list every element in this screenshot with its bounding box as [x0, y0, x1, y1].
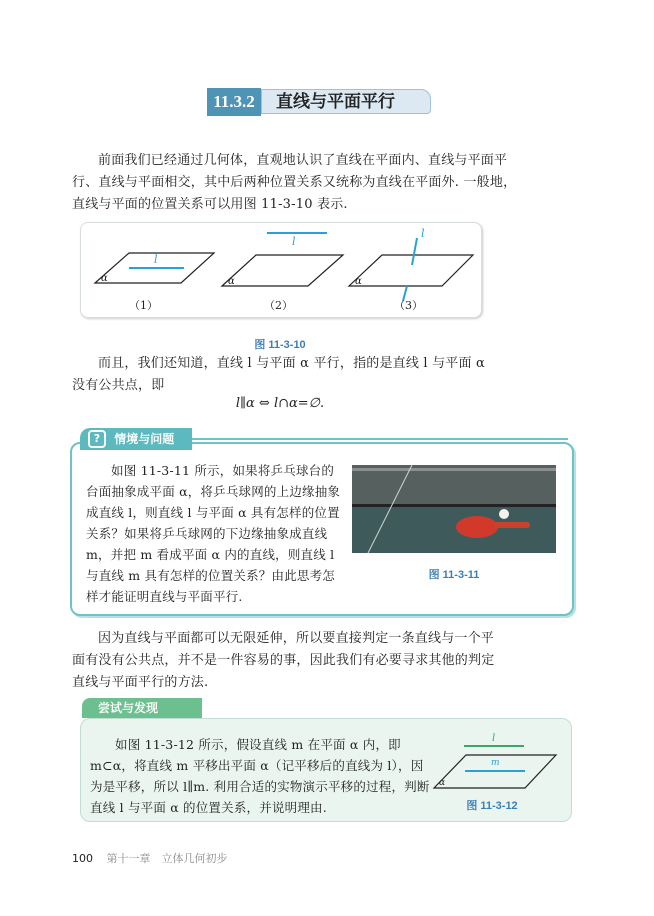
svg-text:（2）: （2） — [264, 299, 293, 312]
svg-text:（3）: （3） — [394, 299, 423, 312]
try-text: 如图 11-3-12 所示，假设直线 m 在平面 α 内，即 m⊂α，将直线 m 平移出平面 α（记平移后的直线为 l），因为是平移，所以 l∥m. 利用合适的实物演示平移的过程，判断直线 l 与平面 α 的位置关系，并说明理由. — [90, 737, 430, 815]
intro-paragraph: 前面我们已经通过几何体，直观地认识了直线在平面内、直线与平面平行、直线与平面相交，其中后两种位置关系又统称为直线在平面外. 一般地，直线与平面的位置关系可以用图 11-3-10 表示. — [72, 153, 517, 212]
svg-text:l: l — [492, 733, 496, 744]
figure-caption-11-3-11: 图 11-3-11 — [428, 569, 480, 581]
page-number: 100 — [72, 852, 93, 865]
svg-text:l: l — [421, 227, 425, 240]
figure-caption-11-3-10: 图 11-3-10 — [254, 339, 306, 351]
chapter-title: 第十一章 立体几何初步 — [106, 852, 228, 865]
svg-text:l: l — [292, 235, 296, 248]
situation-question-label: 情境与问题 — [114, 432, 175, 446]
svg-text:（1）: （1） — [129, 299, 158, 312]
situation-text: 如图 11-3-11 所示，如果将乒乓球台的台面抽象成平面 α，将乒乓球网的上边缘抽象成直线 l，则直线 l 与平面 α 具有怎样的位置关系？如果将乒乓球网的下边缘抽象成直线 m，并把 m 看成平面 α 内的直线，则直线 l 与直线 m 具有怎样的位置关系？由此思考怎样才能证明直线与平面平行. — [86, 463, 341, 604]
tab-divider — [192, 438, 568, 440]
svg-text:α: α — [355, 276, 362, 287]
section-header — [207, 88, 432, 116]
parallel-paragraph: 而且，我们还知道，直线 l 与平面 α 平行，指的是直线 l 与平面 α 没有公共点，即 — [72, 356, 485, 393]
svg-text:m: m — [491, 758, 500, 768]
section-number: 11.3.2 — [207, 88, 261, 116]
method-paragraph: 因为直线与平面都可以无限延伸，所以要直接判定一条直线与一个平面有没有公共点，并不是一件容易的事，因此我们有必要寻求其他的判定直线与平面平行的方法. — [72, 631, 495, 690]
parallel-formula: l∥α ⇔ l∩α=∅. — [235, 396, 325, 411]
svg-text:α: α — [439, 778, 446, 788]
page-footer — [72, 850, 228, 866]
figure-caption-11-3-12: 图 11-3-12 — [466, 800, 518, 812]
figure-11-3-12 — [432, 728, 562, 798]
plane-line-diagrams — [81, 223, 481, 317]
question-book-icon: ? — [88, 430, 106, 448]
try-discover-tab: 尝试与发现 — [82, 698, 202, 718]
table-tennis-photo — [352, 465, 556, 553]
svg-text:l: l — [154, 253, 158, 266]
situation-question-tab — [80, 428, 192, 450]
svg-text:α: α — [228, 276, 235, 287]
section-title: 直线与平面平行 — [261, 89, 431, 114]
figure-11-3-10 — [80, 222, 482, 318]
svg-text:α: α — [101, 273, 108, 284]
